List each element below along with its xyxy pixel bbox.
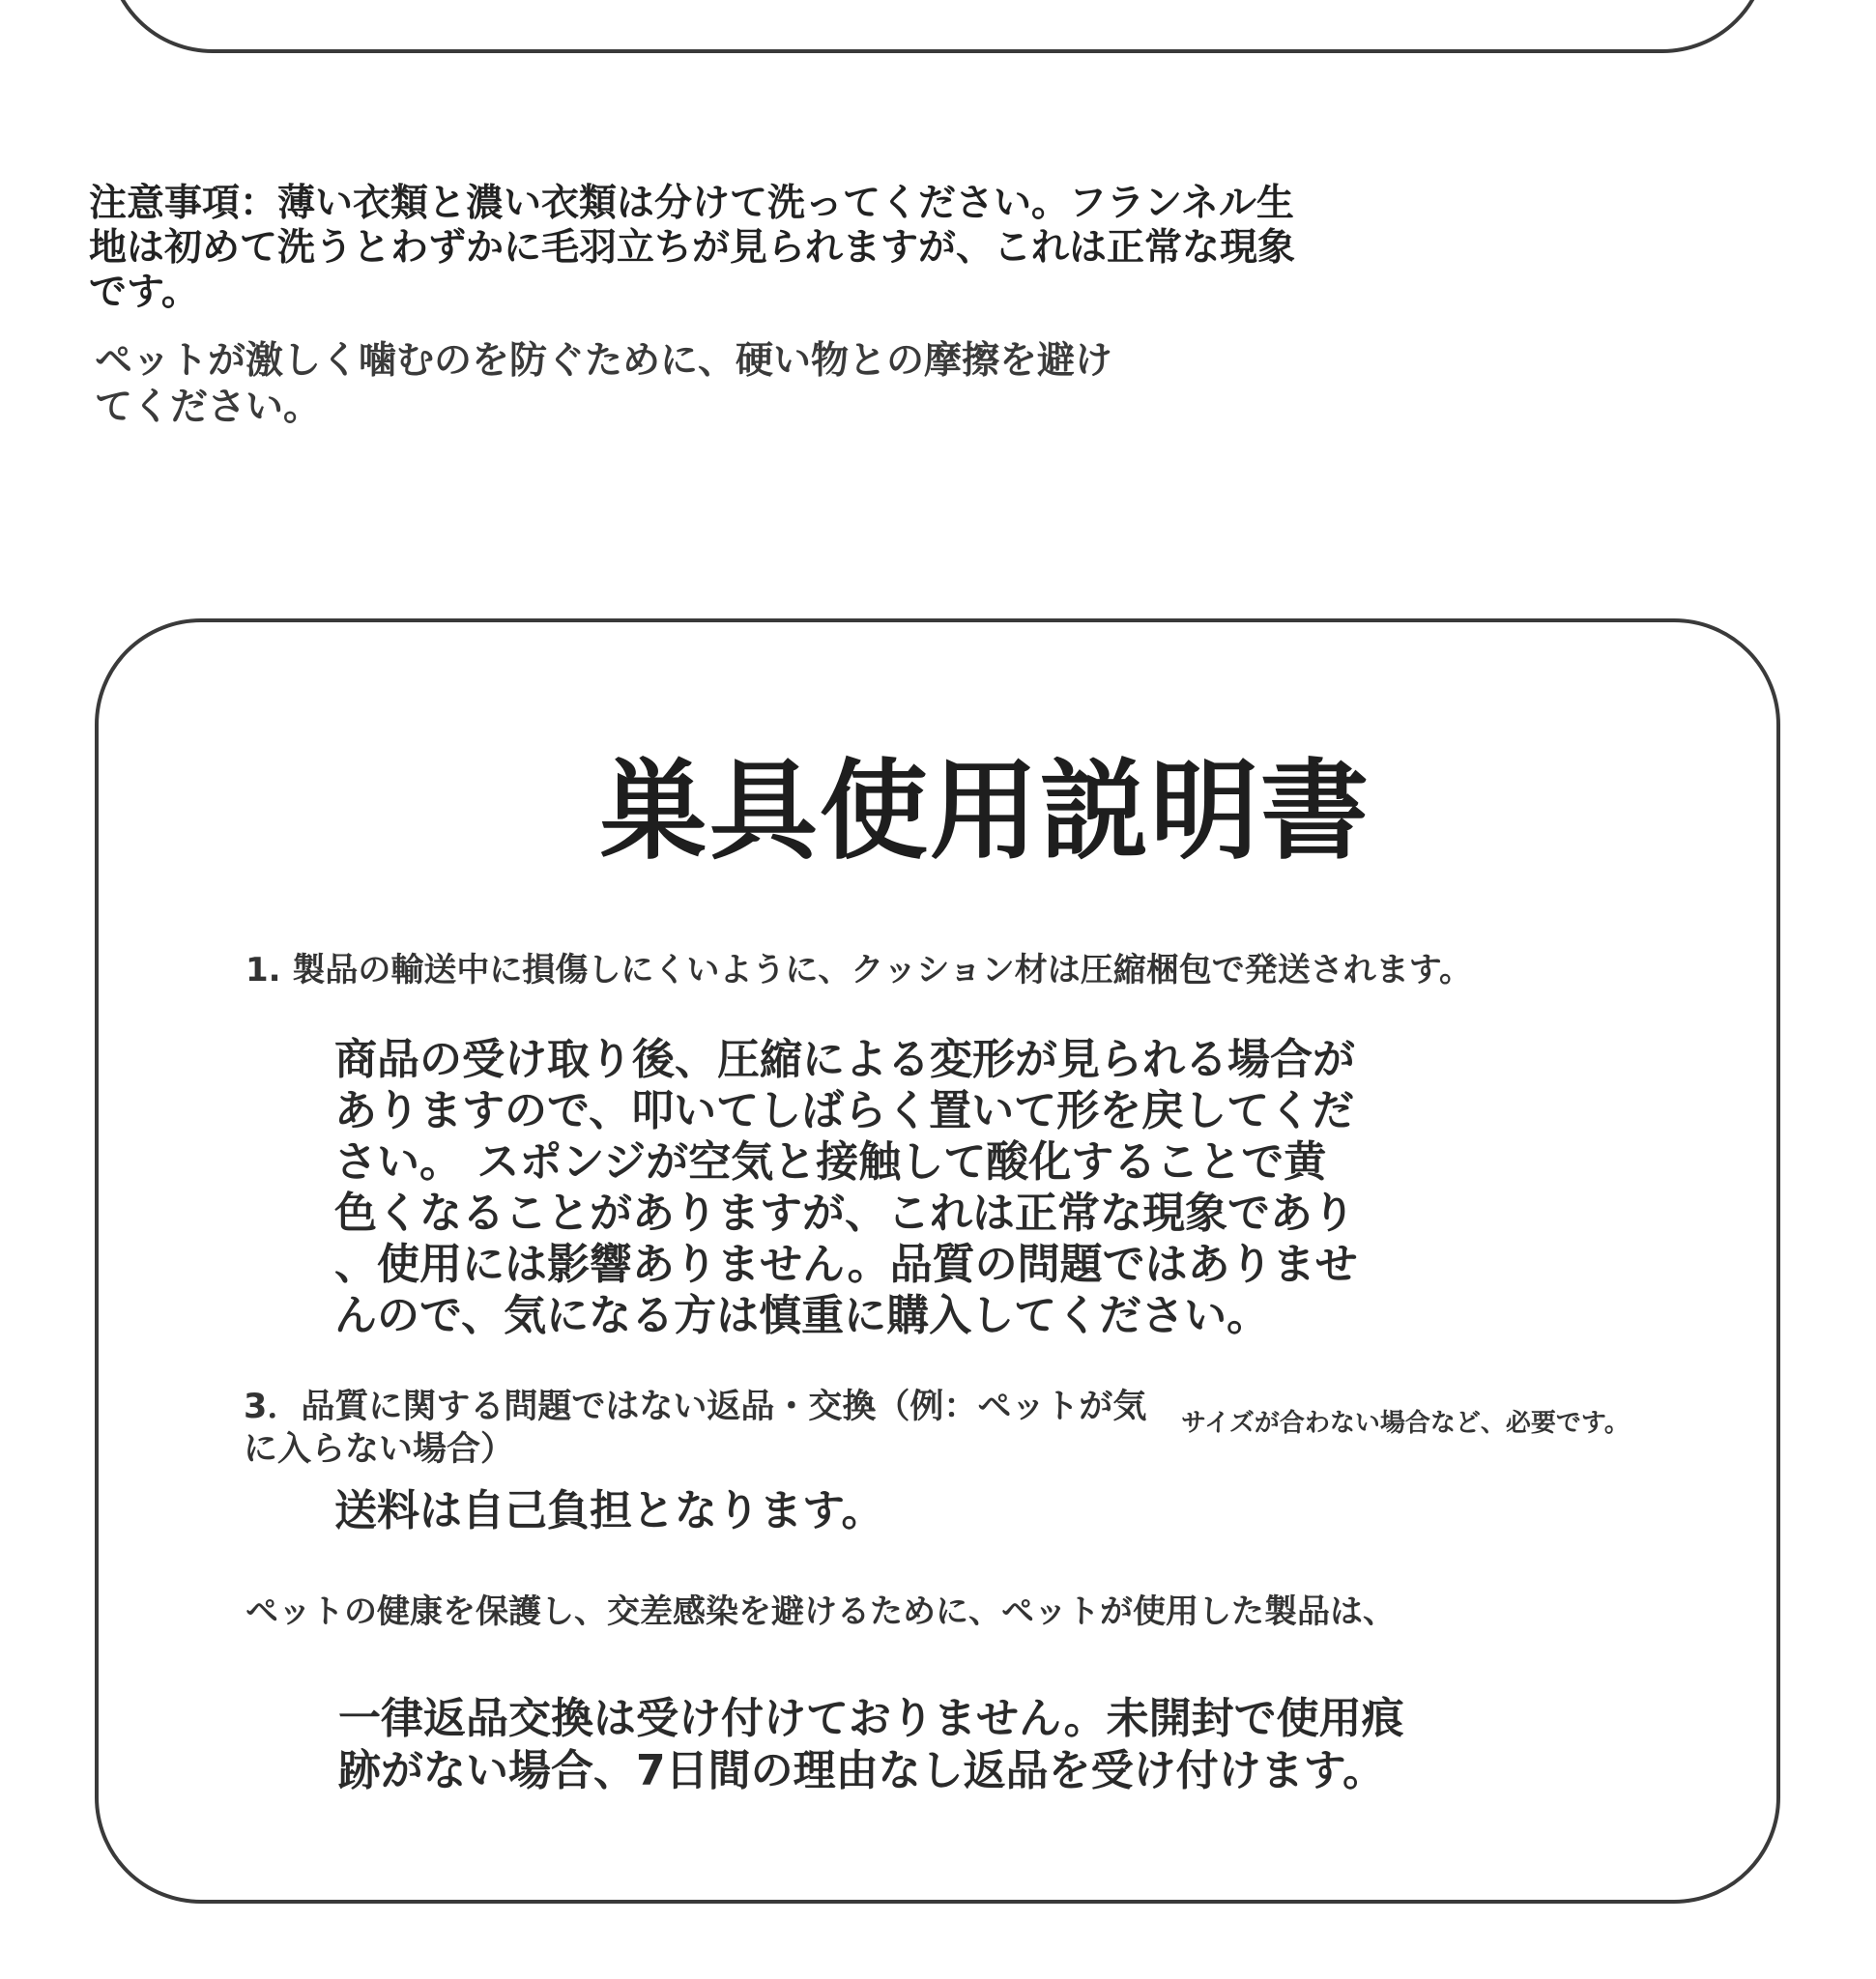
top-section-frame — [106, 0, 1769, 53]
chew-note-line: てください。 — [95, 386, 322, 429]
washing-care-note — [89, 182, 1295, 315]
detail-line: ありますので、叩いてしばらく置いて形を戻してくだ — [334, 1086, 1355, 1135]
care-note-line: 注意事項：薄い衣類と濃い衣類は分けて洗ってください。フランネル生 — [89, 182, 1294, 225]
item3-line: 3．品質に関する問題ではない返品・交換（例：ペットが気 — [244, 1388, 1147, 1426]
instruction-item-1-detail — [334, 1034, 1358, 1341]
detail-line: 色くなることがありますが、これは正常な現象であり — [334, 1189, 1355, 1238]
instruction-item-3 — [244, 1386, 1146, 1471]
item3-line: に入らない場合） — [244, 1430, 515, 1469]
return-policy-line: 跡がない場合、7日間の理由なし返品を受け付けます。 — [338, 1746, 1386, 1795]
detail-line: 商品の受け取り後、圧縮による変形が見られる場合が — [334, 1035, 1355, 1084]
chew-warning-note — [95, 338, 1112, 431]
return-policy — [338, 1693, 1404, 1797]
instruction-item-1: 1. 製品の輸送中に損傷しにくいように、クッション材は圧縮梱包で発送されます。 — [245, 951, 1473, 990]
care-note-line: です。 — [89, 271, 199, 314]
detail-line: 、使用には影響ありません。品質の問題ではありませ — [334, 1240, 1358, 1289]
shipping-cost-note: 送料は自己負担となります。 — [334, 1486, 884, 1535]
detail-line: んので、気になる方は慎重に購入してください。 — [334, 1291, 1270, 1340]
pet-health-note: ペットの健康を保護し、交差感染を避けるために、ペットが使用した製品は、 — [245, 1592, 1396, 1631]
detail-line: さい。 スポンジが空気と接触して酸化することで黄 — [334, 1137, 1327, 1187]
care-note-line: 地は初めて洗うとわずかに毛羽立ちが見られますが、これは正常な現象 — [89, 226, 1296, 270]
manual-title: 巣具使用説明書 — [599, 749, 1371, 875]
chew-note-line: ペットが激しく噛むのを防ぐために、硬い物との摩擦を避け — [95, 339, 1113, 383]
instruction-item-3-aside: サイズが合わない場合など、必要です。 — [1181, 1409, 1630, 1438]
return-policy-line: 一律返品交換は受け付けておりません。未開封で使用痕 — [338, 1694, 1404, 1743]
